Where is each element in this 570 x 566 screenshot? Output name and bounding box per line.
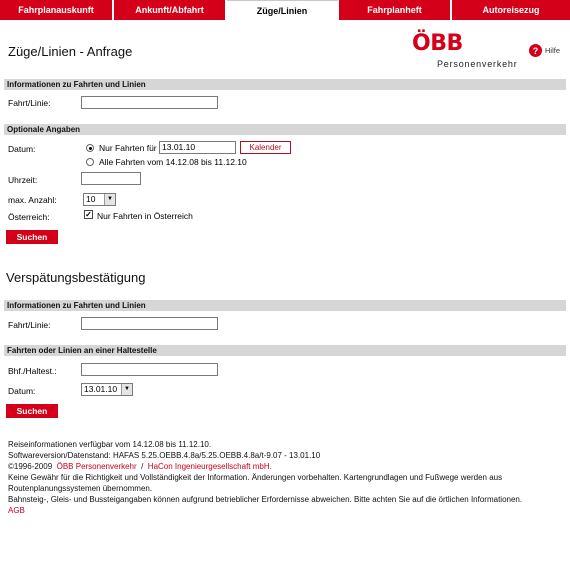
chevron-down-icon: ▼ [104,194,115,205]
link-separator: / [141,462,144,471]
chevron-down-icon: ▼ [121,384,132,395]
max-anzahl-label: max. Anzahl: [8,195,57,205]
tab-zuege-linien[interactable]: Züge/Linien [227,0,339,20]
footer-version: Softwareversion/Datenstand: HAFAS 5.25.OEBB.4.8a/5.25.OEBB.4.8a/t-9.07 - 13.01.10 [8,451,321,460]
radio-nur-fahrten-label: Nur Fahrten für [99,143,157,153]
footer-platform-note: Bahnsteig-, Gleis- und Bussteigangaben können aufgrund betrieblicher Erfordernisse abweichen. Bitte achten Sie auf die örtlichen Informationen. [8,495,523,504]
oebb-logo: ÖBB [412,31,463,56]
delay-fahrt-linie-input[interactable] [81,317,218,330]
radio-alle-fahrten-label: Alle Fahrten vom 14.12.08 bis 11.12.10 [99,157,247,167]
delay-date-value: 13.01.10 [84,384,118,394]
oesterreich-checkbox[interactable]: ✓ [85,210,92,219]
delay-section-header-info: Informationen zu Fahrten und Linien [4,300,566,311]
oesterreich-checkbox-label: Nur Fahrten in Österreich [97,211,193,221]
datum-label: Datum: [8,144,36,154]
oebb-personenverkehr-link[interactable]: ÖBB Personenverkehr [56,462,137,471]
radio-nur-fahrten[interactable] [86,144,94,152]
tab-fahrplanheft[interactable]: Fahrplanheft [339,0,452,20]
page-title: Züge/Linien - Anfrage [8,44,133,59]
tab-autoreisezug[interactable]: Autoreisezug [452,0,570,20]
search-button[interactable]: Suchen [6,230,58,244]
tab-fahrplanauskunft[interactable]: Fahrplanauskunft [0,0,114,20]
max-anzahl-select[interactable] [83,193,116,206]
delay-date-select[interactable] [81,383,133,396]
delay-search-button[interactable]: Suchen [6,404,58,418]
footer-disclaimer: Keine Gewähr für die Richtigkeit und Vollständigkeit der Information. Änderungen vorbehalten. Kartengrundlagen und Fußwege werden aus [8,473,503,482]
footer-availability: Reiseinformationen verfügbar vom 14.12.08 bis 11.12.10. [8,440,212,449]
section-header-optional: Optionale Angaben [4,124,566,135]
section-header-info: Informationen zu Fahrten und Linien [4,79,566,90]
uhrzeit-input[interactable] [81,172,141,185]
fahrt-linie-input[interactable] [81,96,218,109]
calendar-button[interactable]: Kalender [240,141,291,154]
delay-datum-label: Datum: [8,386,36,396]
delay-section-header-station: Fahrten oder Linien an einer Haltestelle [4,345,566,356]
radio-alle-fahrten[interactable] [86,158,94,166]
logo-subtitle: Personenverkehr [437,59,518,69]
footer-disclaimer-cont: Routenplanungssystemen übernommen. [8,484,153,493]
oesterreich-label: Österreich: [8,212,50,222]
date-input[interactable]: 13.01.10 [159,141,236,154]
copyright-text: ©1996-2009 [8,462,53,471]
uhrzeit-label: Uhrzeit: [8,175,38,185]
max-anzahl-value: 10 [86,194,96,204]
help-link[interactable]: Hilfe [545,46,561,55]
footer-copyright-line [8,462,272,471]
tab-ankunft-abfahrt[interactable]: Ankunft/Abfahrt [114,0,227,20]
delay-title: Verspätungsbestätigung [6,270,146,285]
fahrt-linie-label: Fahrt/Linie: [8,98,51,108]
hacon-link[interactable]: HaCon Ingenieurgesellschaft mbH. [147,462,272,471]
main-nav-tabs [0,0,570,20]
delay-fahrt-linie-label: Fahrt/Linie: [8,320,51,330]
station-input[interactable] [81,363,218,376]
station-label: Bhf./Haltest.: [8,366,57,376]
agb-link[interactable]: AGB [8,506,25,515]
help-icon[interactable]: ? [529,44,542,57]
